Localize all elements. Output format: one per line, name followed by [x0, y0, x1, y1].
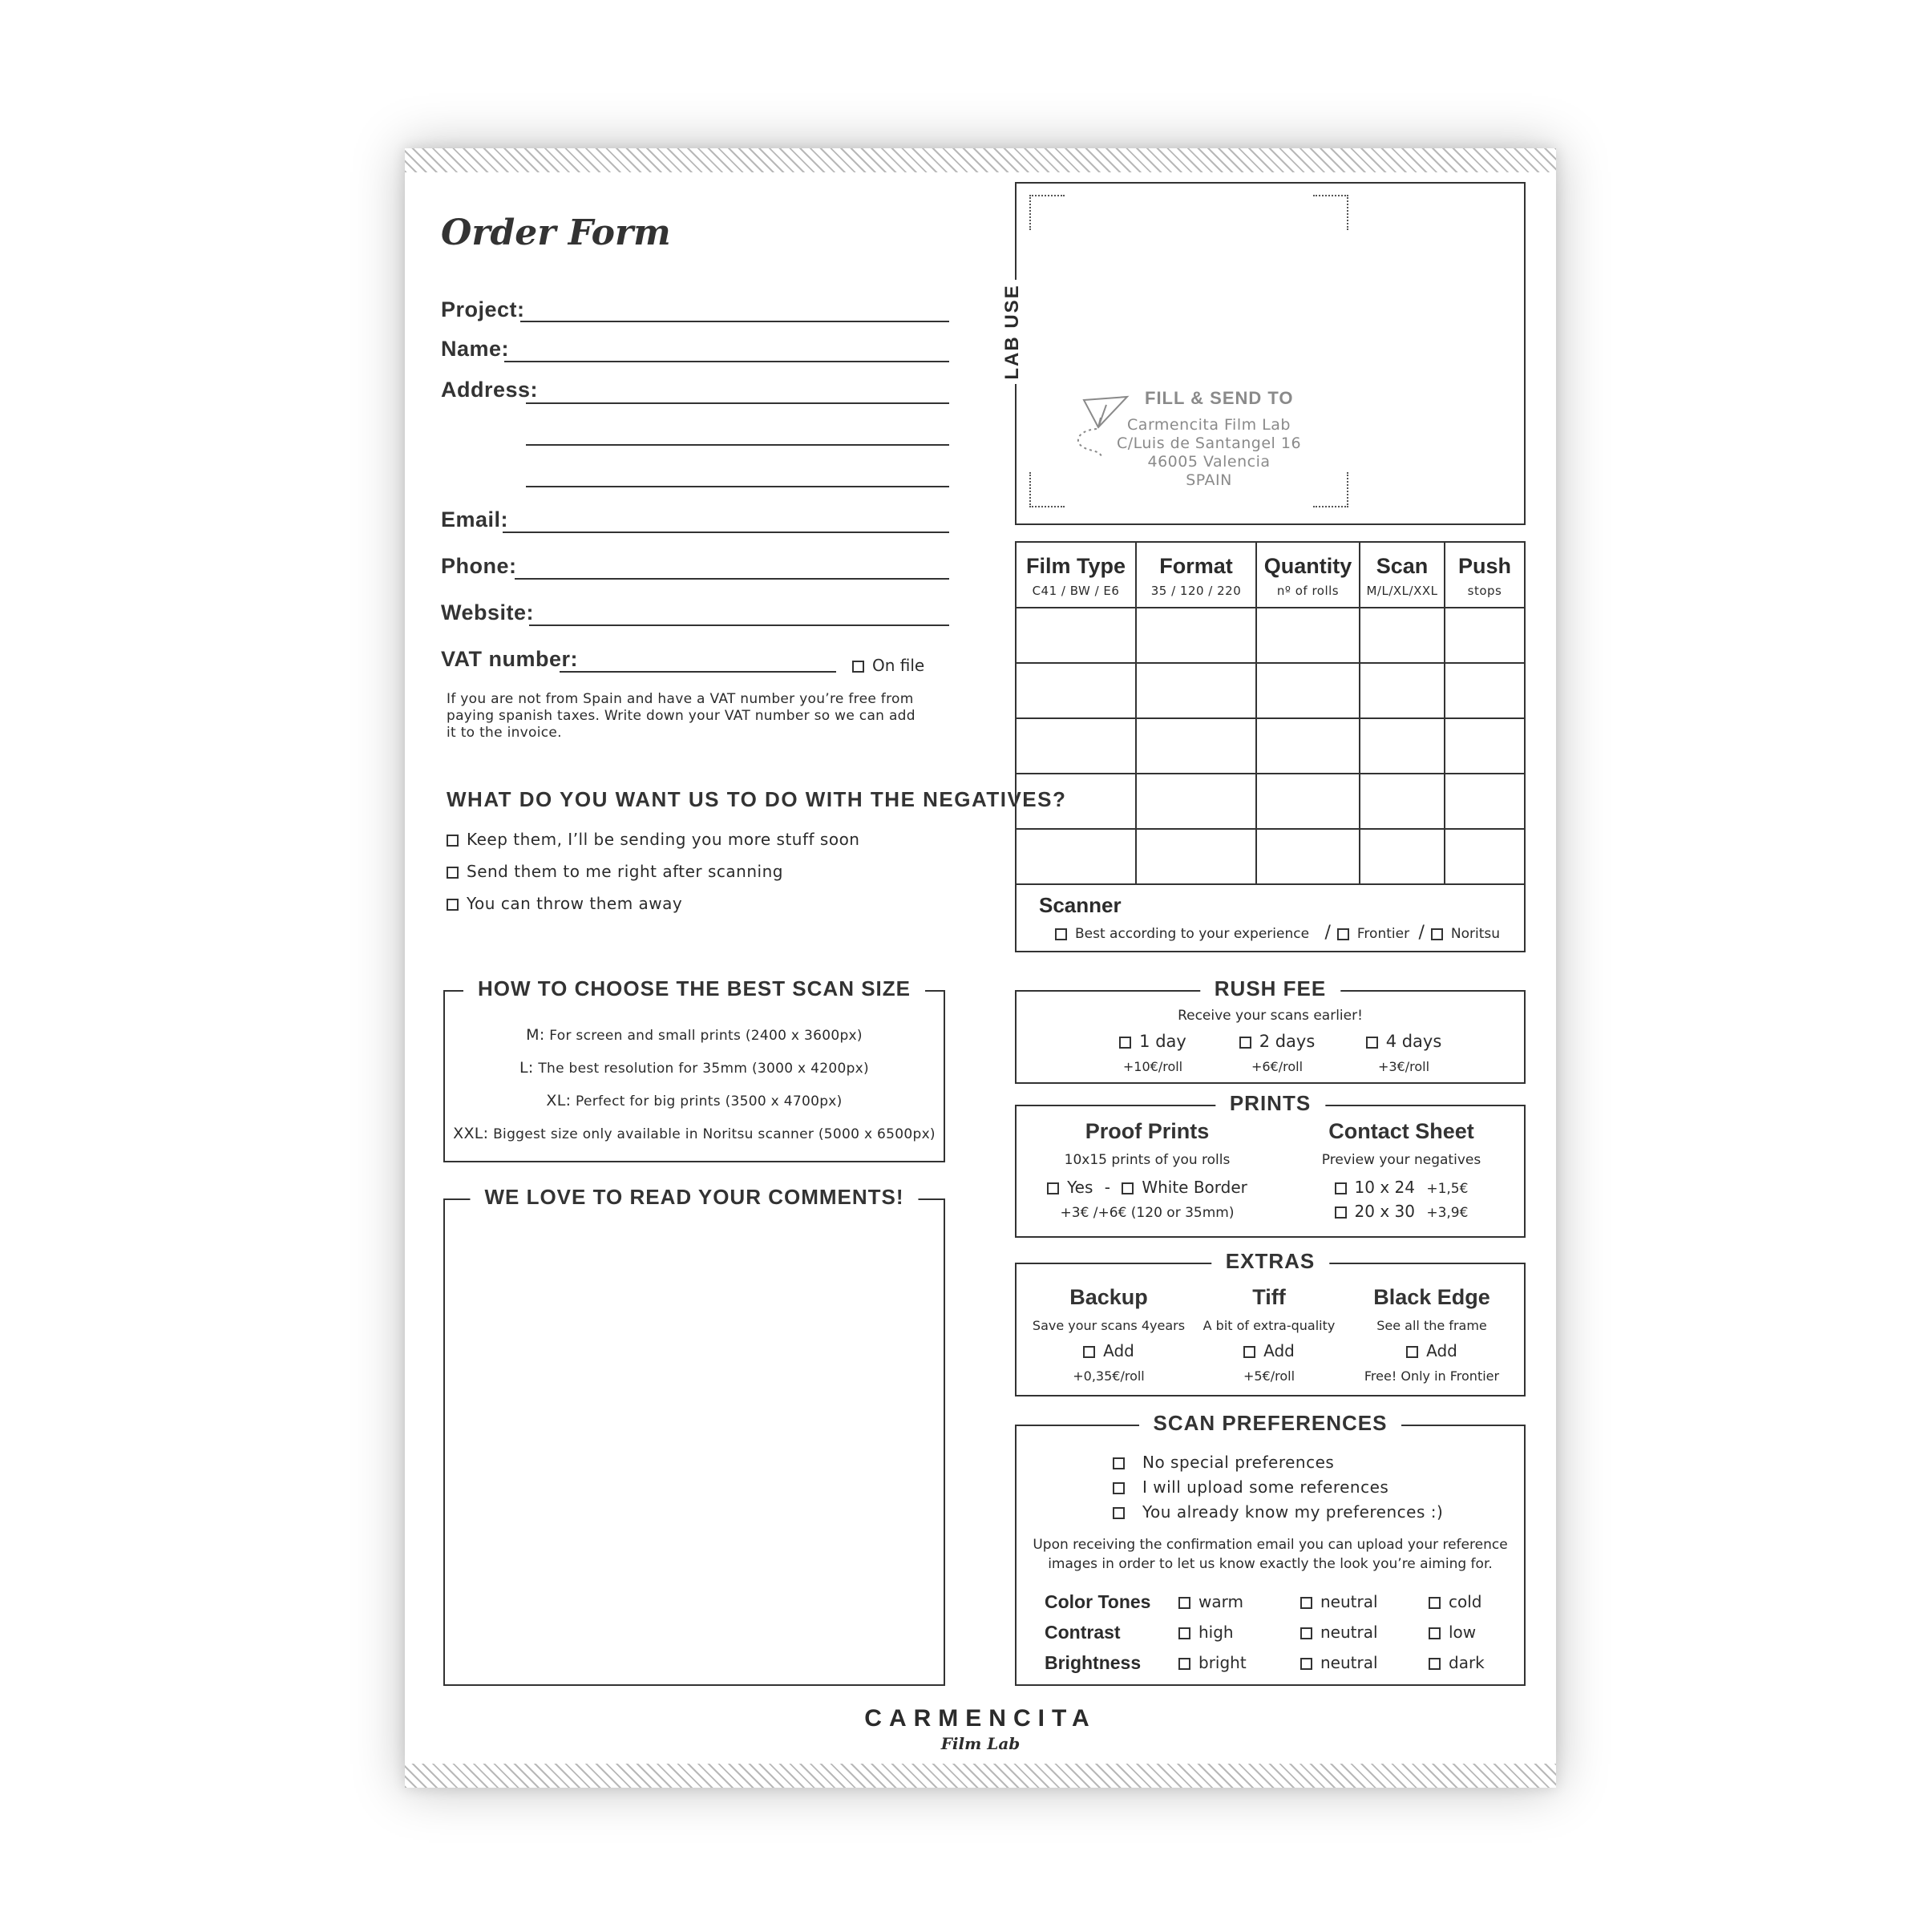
comments-box[interactable]: [443, 1185, 945, 1686]
lab-use-label: LAB USE: [1001, 284, 1023, 380]
corner-mark: [1313, 472, 1348, 507]
form-title: Order Form: [441, 212, 671, 253]
bottom-hatch-border: [405, 1764, 1556, 1788]
prefs-choice-label: bright: [1198, 1653, 1247, 1672]
scan-size-desc: For screen and small prints (2400 x 3600px): [549, 1028, 863, 1044]
table-cell[interactable]: [1445, 718, 1525, 774]
prefs-option[interactable]: [1113, 1450, 1443, 1475]
table-cell[interactable]: [1360, 774, 1445, 829]
scanner-best-checkbox[interactable]: [1055, 928, 1067, 940]
proof-price: +3€ /+6€ (120 or 35mm): [1060, 1205, 1235, 1221]
prefs-choice[interactable]: [1428, 1586, 1485, 1617]
prefs-choice-checkbox[interactable]: [1429, 1658, 1441, 1670]
scan-size-code: XXL:: [453, 1125, 489, 1142]
prefs-row: [1044, 1617, 1485, 1647]
phone-field[interactable]: [515, 578, 949, 580]
prefs-choice-label: low: [1449, 1623, 1477, 1642]
contact-sheet-sub: Preview your negatives: [1321, 1152, 1481, 1168]
prefs-choice[interactable]: [1178, 1617, 1300, 1647]
column-sub: 35 / 120 / 220: [1150, 584, 1242, 598]
rush-option-label: 4 days: [1385, 1032, 1442, 1051]
scanner-separator: /: [1418, 923, 1425, 943]
extra-title: Backup: [1069, 1285, 1148, 1309]
prefs-row-label: Brightness: [1045, 1651, 1142, 1673]
scanner-label: Scanner: [1039, 893, 1122, 917]
address-label: Address:: [441, 378, 539, 402]
table-cell[interactable]: [1016, 663, 1136, 718]
table-cell[interactable]: [1256, 608, 1360, 663]
scan-size-heading: HOW TO CHOOSE THE BEST SCAN SIZE: [463, 976, 925, 1001]
table-cell[interactable]: [1136, 829, 1256, 884]
scanner-row: [1016, 884, 1525, 952]
rush-price: +3€/roll: [1377, 1059, 1430, 1074]
contact-sheet: [1293, 1119, 1510, 1221]
scanner-noritsu-label: Noritsu: [1450, 926, 1501, 942]
table-row: [1016, 718, 1525, 774]
email-field[interactable]: [503, 532, 949, 533]
push-header: [1445, 542, 1525, 608]
extra-sub: See all the frame: [1376, 1318, 1487, 1333]
film-table-box: [1015, 541, 1526, 948]
table-cell[interactable]: [1256, 774, 1360, 829]
rush-fee-heading: RUSH FEE: [1200, 976, 1340, 1001]
table-cell[interactable]: [1360, 608, 1445, 663]
negatives-option-label: You can throw them away: [467, 894, 683, 913]
table-cell[interactable]: [1016, 829, 1136, 884]
email-label: Email:: [441, 507, 509, 532]
extra-add[interactable]: [1189, 1341, 1349, 1360]
scan-size-desc: Biggest size only available in Noritsu scanner (5000 x 6500px): [493, 1126, 936, 1142]
prefs-choice-checkbox[interactable]: [1429, 1597, 1441, 1609]
vat-label: VAT number:: [441, 647, 578, 671]
prefs-choice[interactable]: [1428, 1647, 1485, 1678]
negatives-checkbox[interactable]: [447, 899, 459, 911]
extra-checkbox[interactable]: [1243, 1346, 1255, 1358]
scan-size-desc: The best resolution for 35mm (3000 x 4200px): [538, 1061, 869, 1077]
proof-prints: [1031, 1119, 1263, 1221]
extra-add[interactable]: [1029, 1341, 1189, 1360]
lab-address-line: SPAIN: [1186, 471, 1232, 489]
rush-option-label: 1 day: [1139, 1032, 1186, 1051]
prints-heading: PRINTS: [1215, 1091, 1325, 1116]
prefs-choice-label: cold: [1449, 1592, 1482, 1611]
corner-mark: [1029, 195, 1065, 230]
prefs-option-label: You already know my preferences :): [1142, 1502, 1444, 1522]
rush-option[interactable]: [1097, 1032, 1209, 1074]
extra-add-label: Add: [1426, 1341, 1457, 1360]
prefs-choice-checkbox[interactable]: [1429, 1627, 1441, 1639]
scan-header: [1360, 542, 1445, 608]
rush-checkbox[interactable]: [1366, 1037, 1378, 1049]
prefs-checkbox[interactable]: [1113, 1482, 1125, 1494]
extra-title: Black Edge: [1373, 1285, 1490, 1309]
rush-option-label: 2 days: [1259, 1032, 1316, 1051]
prefs-choice-label: neutral: [1320, 1592, 1378, 1611]
negatives-option-label: Send them to me right after scanning: [467, 862, 783, 881]
lab-address-line: 46005 Valencia: [1147, 453, 1271, 471]
column-sub: stops: [1467, 584, 1502, 598]
scan-preferences-heading: SCAN PREFERENCES: [1139, 1411, 1402, 1436]
extras-heading: EXTRAS: [1211, 1249, 1329, 1274]
prefs-options: [1113, 1450, 1443, 1525]
table-cell[interactable]: [1016, 718, 1136, 774]
column-sub: C41 / BW / E6: [1032, 584, 1120, 598]
negatives-checkbox[interactable]: [447, 835, 459, 847]
name-field[interactable]: [504, 361, 949, 362]
scan-size-row: [445, 1085, 944, 1118]
scan-size-desc: Perfect for big prints (3500 x 4700px): [576, 1093, 843, 1109]
prefs-choice[interactable]: [1300, 1617, 1428, 1647]
proof-border-checkbox[interactable]: [1122, 1182, 1134, 1194]
table-row: [1016, 774, 1525, 829]
comments-heading: WE LOVE TO READ YOUR COMMENTS!: [470, 1185, 918, 1210]
prefs-choice-checkbox[interactable]: [1178, 1627, 1190, 1639]
scan-size-code: XL:: [546, 1092, 572, 1109]
contact-option[interactable]: [1293, 1178, 1510, 1197]
column-title: Quantity: [1263, 554, 1352, 578]
prefs-option-label: I will upload some references: [1142, 1477, 1389, 1497]
address-field-3[interactable]: [526, 486, 949, 487]
on-file-checkbox[interactable]: [852, 661, 864, 673]
prints-box: [1015, 1091, 1526, 1238]
prefs-choice[interactable]: [1178, 1586, 1300, 1617]
rush-price: +6€/roll: [1251, 1059, 1304, 1074]
proof-prints-options: [1031, 1178, 1263, 1197]
scan-size-row: [445, 1052, 944, 1085]
contact-option-price: +1,5€: [1426, 1181, 1469, 1197]
scanner-noritsu-checkbox[interactable]: [1431, 928, 1443, 940]
prefs-row-label: Contrast: [1045, 1621, 1121, 1643]
proof-border-label: White Border: [1142, 1178, 1247, 1197]
negatives-option[interactable]: [447, 887, 859, 920]
table-cell[interactable]: [1445, 774, 1525, 829]
prefs-choice-checkbox[interactable]: [1178, 1658, 1190, 1670]
column-title: Scan: [1376, 554, 1429, 578]
scan-size-row: [445, 1118, 944, 1150]
table-cell[interactable]: [1256, 663, 1360, 718]
scanner-frontier-label: Frontier: [1356, 926, 1410, 942]
brand-tagline: Film Lab: [940, 1734, 1021, 1753]
extra-price: +5€/roll: [1243, 1368, 1295, 1384]
negatives-option[interactable]: [447, 855, 859, 887]
extra-price: +0,35€/roll: [1073, 1368, 1145, 1384]
proof-yes-label: Yes: [1067, 1178, 1093, 1197]
negatives-options: [447, 823, 859, 920]
table-cell[interactable]: [1445, 829, 1525, 884]
scan-size-list: [445, 1019, 944, 1150]
column-title: Film Type: [1025, 554, 1126, 578]
table-row: [1016, 663, 1525, 718]
corner-mark: [1313, 195, 1348, 230]
prefs-choice[interactable]: [1300, 1647, 1428, 1678]
scanner-separator: /: [1324, 923, 1331, 943]
proof-dash: -: [1104, 1178, 1110, 1197]
lab-use-box: [1001, 182, 1526, 525]
extra-item: [1189, 1285, 1349, 1384]
prefs-option[interactable]: [1113, 1500, 1443, 1525]
vat-note: If you are not from Spain and have a VAT number you’re free from paying spanish taxes. Write down your VAT number so we can add it to the invoice.: [447, 691, 916, 741]
scan-size-code: L:: [519, 1059, 534, 1077]
table-cell[interactable]: [1360, 829, 1445, 884]
extra-item: [1029, 1285, 1189, 1384]
website-label: Website:: [441, 600, 535, 624]
extra-sub: A bit of extra-quality: [1202, 1318, 1336, 1333]
prefs-choice-checkbox[interactable]: [1300, 1658, 1312, 1670]
rush-fee-sub: Receive your scans earlier!: [1178, 1008, 1363, 1024]
contact-checkbox[interactable]: [1335, 1182, 1347, 1194]
contact-option-label: 20 x 30: [1354, 1202, 1415, 1221]
prefs-choice[interactable]: [1300, 1586, 1428, 1617]
table-cell[interactable]: [1136, 774, 1256, 829]
website-field[interactable]: [529, 624, 949, 626]
quantity-header: [1256, 542, 1360, 608]
contact-option[interactable]: [1293, 1202, 1510, 1221]
prefs-grid: [1044, 1586, 1485, 1678]
extra-sub: Save your scans 4years: [1032, 1318, 1186, 1333]
lab-address-line: Carmencita Film Lab: [1127, 416, 1291, 434]
prefs-choice-checkbox[interactable]: [1178, 1597, 1190, 1609]
scanner-options: [1039, 923, 1524, 943]
prefs-row: [1044, 1647, 1485, 1678]
prefs-choice-label: dark: [1449, 1653, 1485, 1672]
prefs-row-label: Color Tones: [1045, 1590, 1151, 1612]
negatives-option-label: Keep them, I’ll be sending you more stuff soon: [467, 830, 860, 849]
rush-checkbox[interactable]: [1119, 1037, 1131, 1049]
prefs-choice-label: high: [1198, 1623, 1234, 1642]
film-type-header: [1016, 542, 1136, 608]
table-cell[interactable]: [1016, 608, 1136, 663]
extra-item: [1352, 1285, 1512, 1384]
prefs-choice-label: neutral: [1320, 1623, 1378, 1642]
prefs-choice[interactable]: [1428, 1617, 1485, 1647]
prefs-choice[interactable]: [1178, 1647, 1300, 1678]
column-title: Push: [1457, 554, 1511, 578]
table-cell[interactable]: [1360, 663, 1445, 718]
top-hatch-border: [405, 148, 1556, 172]
on-file-option[interactable]: [852, 656, 924, 675]
table-row: [1016, 608, 1525, 663]
table-cell[interactable]: [1445, 663, 1525, 718]
address-field-1[interactable]: [526, 402, 949, 404]
contact-option-price: +3,9€: [1426, 1205, 1469, 1221]
table-cell[interactable]: [1016, 774, 1136, 829]
prefs-checkbox[interactable]: [1113, 1457, 1125, 1469]
column-sub: nº of rolls: [1276, 584, 1340, 598]
rush-option[interactable]: [1348, 1032, 1460, 1074]
prefs-choice-checkbox[interactable]: [1300, 1597, 1312, 1609]
rush-price: +10€/roll: [1122, 1059, 1183, 1074]
extra-title: Tiff: [1252, 1285, 1286, 1309]
table-cell[interactable]: [1360, 718, 1445, 774]
negatives-heading: WHAT DO YOU WANT US TO DO WITH THE NEGATIVES?: [447, 787, 1067, 811]
proof-yes-checkbox[interactable]: [1047, 1182, 1059, 1194]
column-title: Format: [1159, 554, 1233, 578]
negatives-option[interactable]: [447, 823, 859, 855]
phone-label: Phone:: [441, 554, 517, 578]
table-cell[interactable]: [1256, 718, 1360, 774]
project-label: Project:: [441, 297, 525, 321]
prefs-checkbox[interactable]: [1113, 1507, 1125, 1519]
brand-name: CARMENCITA: [864, 1705, 1097, 1732]
table-cell[interactable]: [1256, 829, 1360, 884]
rush-fee-box: [1015, 976, 1526, 1084]
extra-add[interactable]: [1352, 1341, 1512, 1360]
contact-checkbox[interactable]: [1335, 1206, 1347, 1219]
prefs-note: Upon receiving the confirmation email you can upload your reference images in order to let us know exactly the look you’re aiming for.: [1033, 1537, 1508, 1572]
prefs-option-label: No special preferences: [1142, 1453, 1335, 1472]
rush-checkbox[interactable]: [1239, 1037, 1251, 1049]
prefs-row: [1044, 1586, 1485, 1617]
on-file-label: On file: [872, 656, 925, 675]
prefs-choice-checkbox[interactable]: [1300, 1627, 1312, 1639]
format-header: [1136, 542, 1256, 608]
name-label: Name:: [441, 337, 510, 361]
film-table-header: [1016, 542, 1525, 608]
scan-size-row: [445, 1019, 944, 1052]
scan-size-code: M:: [526, 1026, 545, 1044]
project-field[interactable]: [520, 321, 949, 322]
extra-price: Free! Only in Frontier: [1364, 1368, 1500, 1384]
scanner-frontier-checkbox[interactable]: [1337, 928, 1349, 940]
extra-checkbox[interactable]: [1406, 1346, 1418, 1358]
prefs-option[interactable]: [1113, 1475, 1443, 1500]
scan-size-box: [443, 976, 945, 1162]
extra-add-label: Add: [1263, 1341, 1295, 1360]
proof-prints-title: Proof Prints: [1085, 1119, 1210, 1143]
table-cell[interactable]: [1136, 718, 1256, 774]
scanner-cell: [1016, 884, 1525, 952]
rush-option[interactable]: [1221, 1032, 1333, 1074]
film-table: [1015, 541, 1526, 952]
fill-send-label: FILL & SEND TO: [1145, 388, 1294, 408]
vat-field[interactable]: [560, 671, 836, 673]
order-form-sheet: [405, 148, 1556, 1788]
extra-checkbox[interactable]: [1083, 1346, 1095, 1358]
contact-sheet-title: Contact Sheet: [1328, 1119, 1474, 1143]
lab-address: [1105, 416, 1313, 490]
extras-box: [1015, 1249, 1526, 1396]
prefs-choice-label: neutral: [1320, 1653, 1378, 1672]
table-cell[interactable]: [1136, 663, 1256, 718]
corner-mark: [1029, 472, 1065, 507]
column-sub: M/L/XL/XXL: [1366, 584, 1438, 598]
prefs-choice-label: warm: [1198, 1592, 1243, 1611]
table-row: [1016, 829, 1525, 884]
brand: [405, 1705, 1556, 1753]
contact-option-label: 10 x 24: [1354, 1178, 1415, 1197]
scan-preferences-box: [1015, 1411, 1526, 1686]
scanner-best-label: Best according to your experience: [1075, 926, 1310, 942]
lab-address-line: C/Luis de Santangel 16: [1116, 434, 1302, 452]
table-cell[interactable]: [1136, 608, 1256, 663]
extra-add-label: Add: [1103, 1341, 1134, 1360]
table-cell[interactable]: [1445, 608, 1525, 663]
proof-prints-sub: 10x15 prints of you rolls: [1064, 1152, 1231, 1168]
negatives-checkbox[interactable]: [447, 867, 459, 879]
address-field-2[interactable]: [526, 444, 949, 446]
